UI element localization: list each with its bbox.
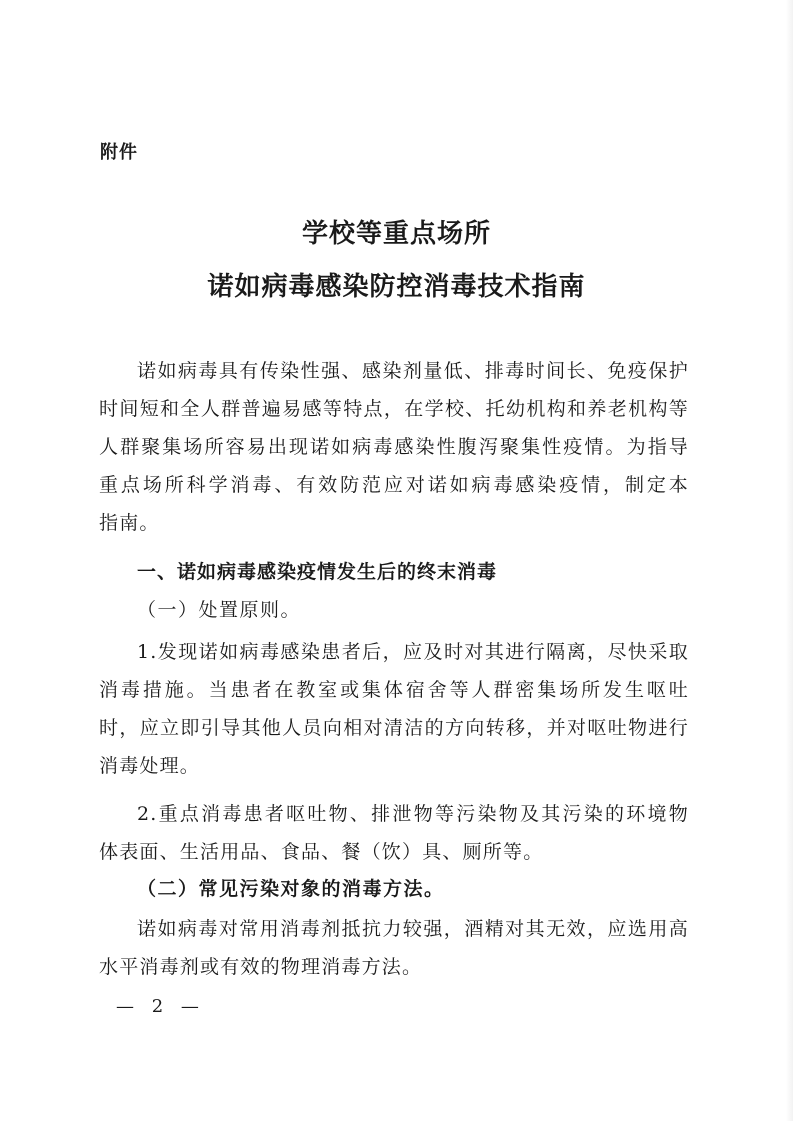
attachment-label: 附件: [100, 142, 138, 163]
text-line: 时间短和全人群普遍易感等特点，在学校、托幼机构和养老机构等: [99, 398, 689, 420]
text-line: 1.发现诺如病毒感染患者后，应及时对其进行隔离，尽快采取: [137, 641, 689, 663]
document-title-line-1: 学校等重点场所: [301, 219, 491, 249]
subsection-heading: （二）常见污染对象的消毒方法。: [137, 878, 445, 900]
item-1-paragraph: [99, 633, 689, 785]
text-line: 诺如病毒对常用消毒剂抵抗力较强，酒精对其无效，应选用高: [137, 918, 689, 940]
document-title-line-2: 诺如病毒感染防控消毒技术指南: [207, 272, 586, 302]
text-line: 人群聚集场所容易出现诺如病毒感染性腹泻聚集性疫情。为指导: [99, 436, 689, 458]
subsection-heading: （一）处置原则。: [137, 599, 302, 621]
text-line: 诺如病毒具有传染性强、感染剂量低、排毒时间长、免疫保护: [137, 360, 689, 382]
text-line: 消毒措施。当患者在教室或集体宿舍等人群密集场所发生呕吐: [99, 679, 689, 701]
intro-paragraph: [99, 352, 689, 542]
section-heading: 一、诺如病毒感染疫情发生后的终末消毒: [137, 561, 498, 583]
text-line: 指南。: [99, 512, 160, 534]
text-line: 消毒处理。: [99, 755, 201, 777]
page-number: — 2 —: [116, 996, 205, 1017]
text-line: 时，应立即引导其他人员向相对清洁的方向转移，并对呕吐物进行: [99, 717, 689, 739]
text-line: 水平消毒剂或有效的物理消毒方法。: [99, 956, 423, 978]
text-line: 体表面、生活用品、食品、餐（饮）具、厕所等。: [99, 841, 544, 863]
text-line: 重点场所科学消毒、有效防范应对诺如病毒感染疫情，制定本: [99, 474, 689, 496]
paragraph: [99, 910, 689, 986]
text-line: 2.重点消毒患者呕吐物、排泄物等污染物及其污染的环境物: [137, 803, 689, 825]
item-2-paragraph: [99, 795, 689, 871]
scan-edge-shadow: [786, 0, 793, 1121]
